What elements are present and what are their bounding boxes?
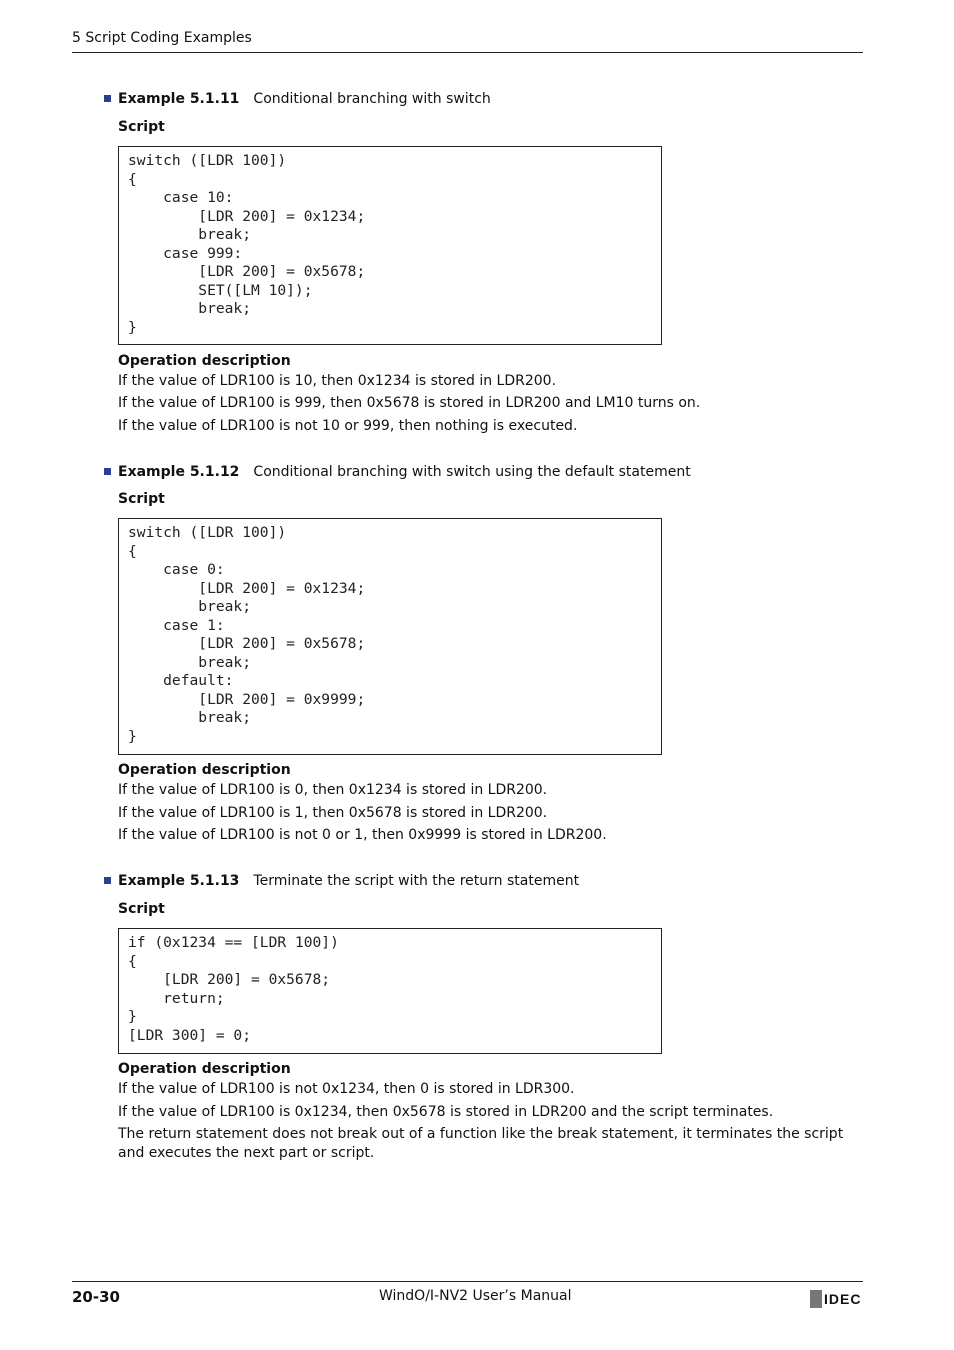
description-line: If the value of LDR100 is 10, then 0x1234 is stored in LDR200. — [118, 373, 557, 389]
square-bullet-icon — [104, 95, 111, 102]
manual-title: WindO/I-NV2 User’s Manual — [379, 1288, 572, 1304]
example-number: Example 5.1.11 — [118, 91, 240, 107]
description-line: If the value of LDR100 is 999, then 0x5678 is stored in LDR200 and LM10 turns on. — [118, 395, 701, 411]
logo-text: IDEC — [824, 1291, 862, 1307]
square-bullet-icon — [104, 877, 111, 884]
operation-label: Operation description — [118, 762, 291, 778]
example-title: Conditional branching with switch — [253, 91, 491, 107]
description-line: If the value of LDR100 is not 0 or 1, then 0x9999 is stored in LDR200. — [118, 827, 607, 843]
description-line: If the value of LDR100 is not 10 or 999, then nothing is executed. — [118, 418, 578, 434]
script-label: Script — [118, 901, 165, 917]
description-line: If the value of LDR100 is not 0x1234, then 0 is stored in LDR300. — [118, 1081, 575, 1097]
logo-mark-icon — [810, 1290, 822, 1308]
example-heading — [104, 464, 691, 480]
page-number: 20-30 — [72, 1288, 120, 1306]
running-header: 5 Script Coding Examples — [72, 30, 863, 53]
example-title: Conditional branching with switch using the default statement — [253, 464, 691, 480]
code-block — [118, 146, 662, 345]
example-title: Terminate the script with the return statement — [253, 873, 580, 889]
example-heading — [104, 91, 491, 107]
code-block — [118, 928, 662, 1054]
example-number: Example 5.1.12 — [118, 464, 240, 480]
idec-logo — [810, 1290, 864, 1308]
example-heading — [104, 873, 579, 889]
operation-label: Operation description — [118, 353, 291, 369]
script-label: Script — [118, 491, 165, 507]
description-line: If the value of LDR100 is 1, then 0x5678 is stored in LDR200. — [118, 805, 548, 821]
description-line: If the value of LDR100 is 0, then 0x1234 is stored in LDR200. — [118, 782, 548, 798]
square-bullet-icon — [104, 468, 111, 475]
footer-rule — [72, 1281, 863, 1282]
script-code: switch ([LDR 100]) { case 0: [LDR 200] = 0x1234; break; case 1: [LDR 200] = 0x5678; break; default: [LDR 200] = 0x9999; break; } — [128, 524, 366, 745]
example-number: Example 5.1.13 — [118, 873, 240, 889]
description-line: If the value of LDR100 is 0x1234, then 0x5678 is stored in LDR200 and the script terminates. — [118, 1104, 774, 1120]
operation-label: Operation description — [118, 1061, 291, 1077]
script-code: switch ([LDR 100]) { case 10: [LDR 200] = 0x1234; break; case 999: [LDR 200] = 0x5678; SET([LM 10]); break; } — [128, 152, 366, 336]
code-block — [118, 518, 662, 755]
script-label: Script — [118, 119, 165, 135]
description-line: The return statement does not break out of a function like the break statement, it terminates the script and executes the next part or script. — [118, 1126, 844, 1161]
script-code: if (0x1234 == [LDR 100]) { [LDR 200] = 0x5678; return; } [LDR 300] = 0; — [128, 934, 339, 1044]
